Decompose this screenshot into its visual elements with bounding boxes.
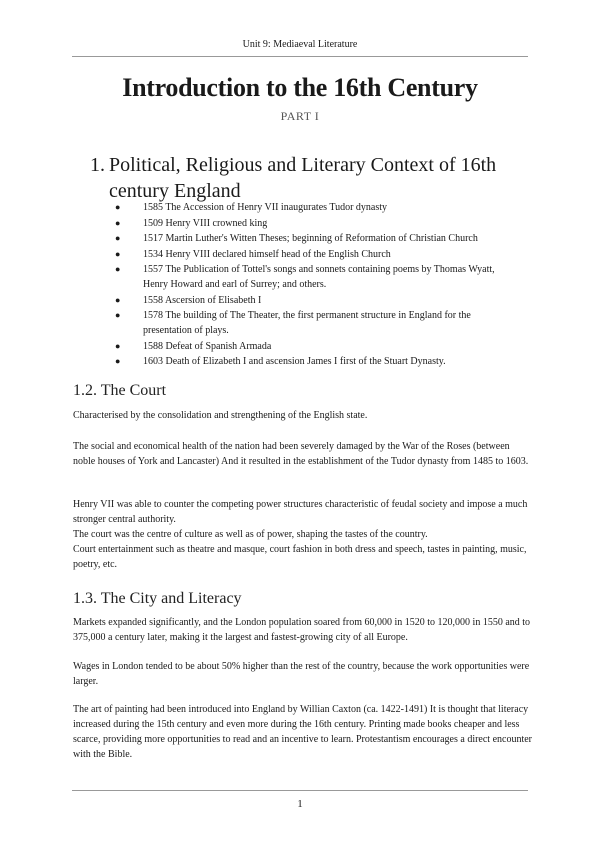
header-divider <box>72 56 528 57</box>
section-1-title-line1: Political, Religious and Literary Context of 16th <box>109 154 497 176</box>
bullet-icon: ● <box>115 294 121 305</box>
page-number: 1 <box>297 798 303 810</box>
running-header: Unit 9: Mediaeval Literature <box>242 39 358 50</box>
court-paragraph-1: Characterised by the consolidation and strengthening of the English state. <box>73 410 368 421</box>
list-item: ● 1509 Henry VIII crowned king <box>115 217 268 229</box>
city-paragraph-3: The art of painting had been introduced into England by Willian Caxton (ca. 1422-1491) It is thought that literacy increased during the 15th century and even more during the 16th century. Printing made books cheaper and less scarce, providing more opportunities to read and an incentive to learn. Protestantism encourages a direct encounter with the Bible. <box>73 704 533 760</box>
bullet-icon: ● <box>115 233 121 243</box>
city-paragraph-1: Markets expanded significantly, and the London population soared from 60,000 in 1520 to 120,000 in 1550 and to 375,000 a century later, making it the largest and fastest-growing city of all Europe. <box>73 617 531 643</box>
list-item: ● 1557 The Publication of Tottel's songs and sonnets containing poems by Thomas Wyatt, Henry Howard and earl of Surrey; and others. <box>115 264 495 290</box>
bullet-icon: ● <box>115 356 121 366</box>
list-item: ● 1517 Martin Luther's Witten Theses; beginning of Reformation of Christian Church <box>115 233 478 244</box>
section-1-title-line2: century England <box>109 180 241 202</box>
section-1-heading <box>90 152 530 204</box>
bullet-icon: ● <box>115 248 121 259</box>
section-1-number: 1. <box>90 154 105 176</box>
court-paragraph-3a: Henry VII was able to counter the competing power structures characteristic of feudal society and impose a much stronger central authority. <box>73 499 528 525</box>
bullet-icon: ● <box>115 217 121 228</box>
bullet-icon: ● <box>115 340 121 351</box>
events-list <box>110 200 510 370</box>
list-item: ● 1534 Henry VIII declared himself head of the English Church <box>115 248 391 260</box>
section-city-heading: 1.3. The City and Literacy <box>73 590 242 607</box>
list-item: ● 1558 Ascersion of Elisabeth I <box>115 294 262 306</box>
court-paragraph-2: The social and economical health of the nation had been severely damaged by the War of the Roses (between noble houses of York and Lancaster) And it resulted in the establishment of the Tudor dynasty from 1485 to 1603. <box>73 441 529 467</box>
list-item: ● 1585 The Accession of Henry VII inaugurates Tudor dynasty <box>115 202 388 213</box>
part-label: PART I <box>280 109 320 123</box>
list-item: ● 1578 The building of The Theater, the first permanent structure in England for the presentation of plays. <box>115 310 471 336</box>
bullet-icon: ● <box>115 202 121 212</box>
section-court-heading: 1.2. The Court <box>73 382 167 399</box>
footer-divider <box>72 790 528 791</box>
list-item: ● 1603 Death of Elizabeth I and ascension James I first of the Stuart Dynasty. <box>115 356 446 367</box>
court-paragraph-3b: The court was the centre of culture as well as of power, shaping the tastes of the country. <box>73 529 428 540</box>
list-item: ● 1588 Defeat of Spanish Armada <box>115 340 272 352</box>
bullet-icon: ● <box>115 264 121 274</box>
city-paragraph-2: Wages in London tended to be about 50% higher than the rest of the country, because the work opportunities were larger. <box>73 661 530 687</box>
page-title: Introduction to the 16th Century <box>122 73 478 102</box>
court-paragraph-3c: Court entertainment such as theatre and masque, court fashion in both dress and speech, tastes in painting, music, poetry, etc. <box>73 544 527 570</box>
bullet-icon: ● <box>115 310 121 320</box>
